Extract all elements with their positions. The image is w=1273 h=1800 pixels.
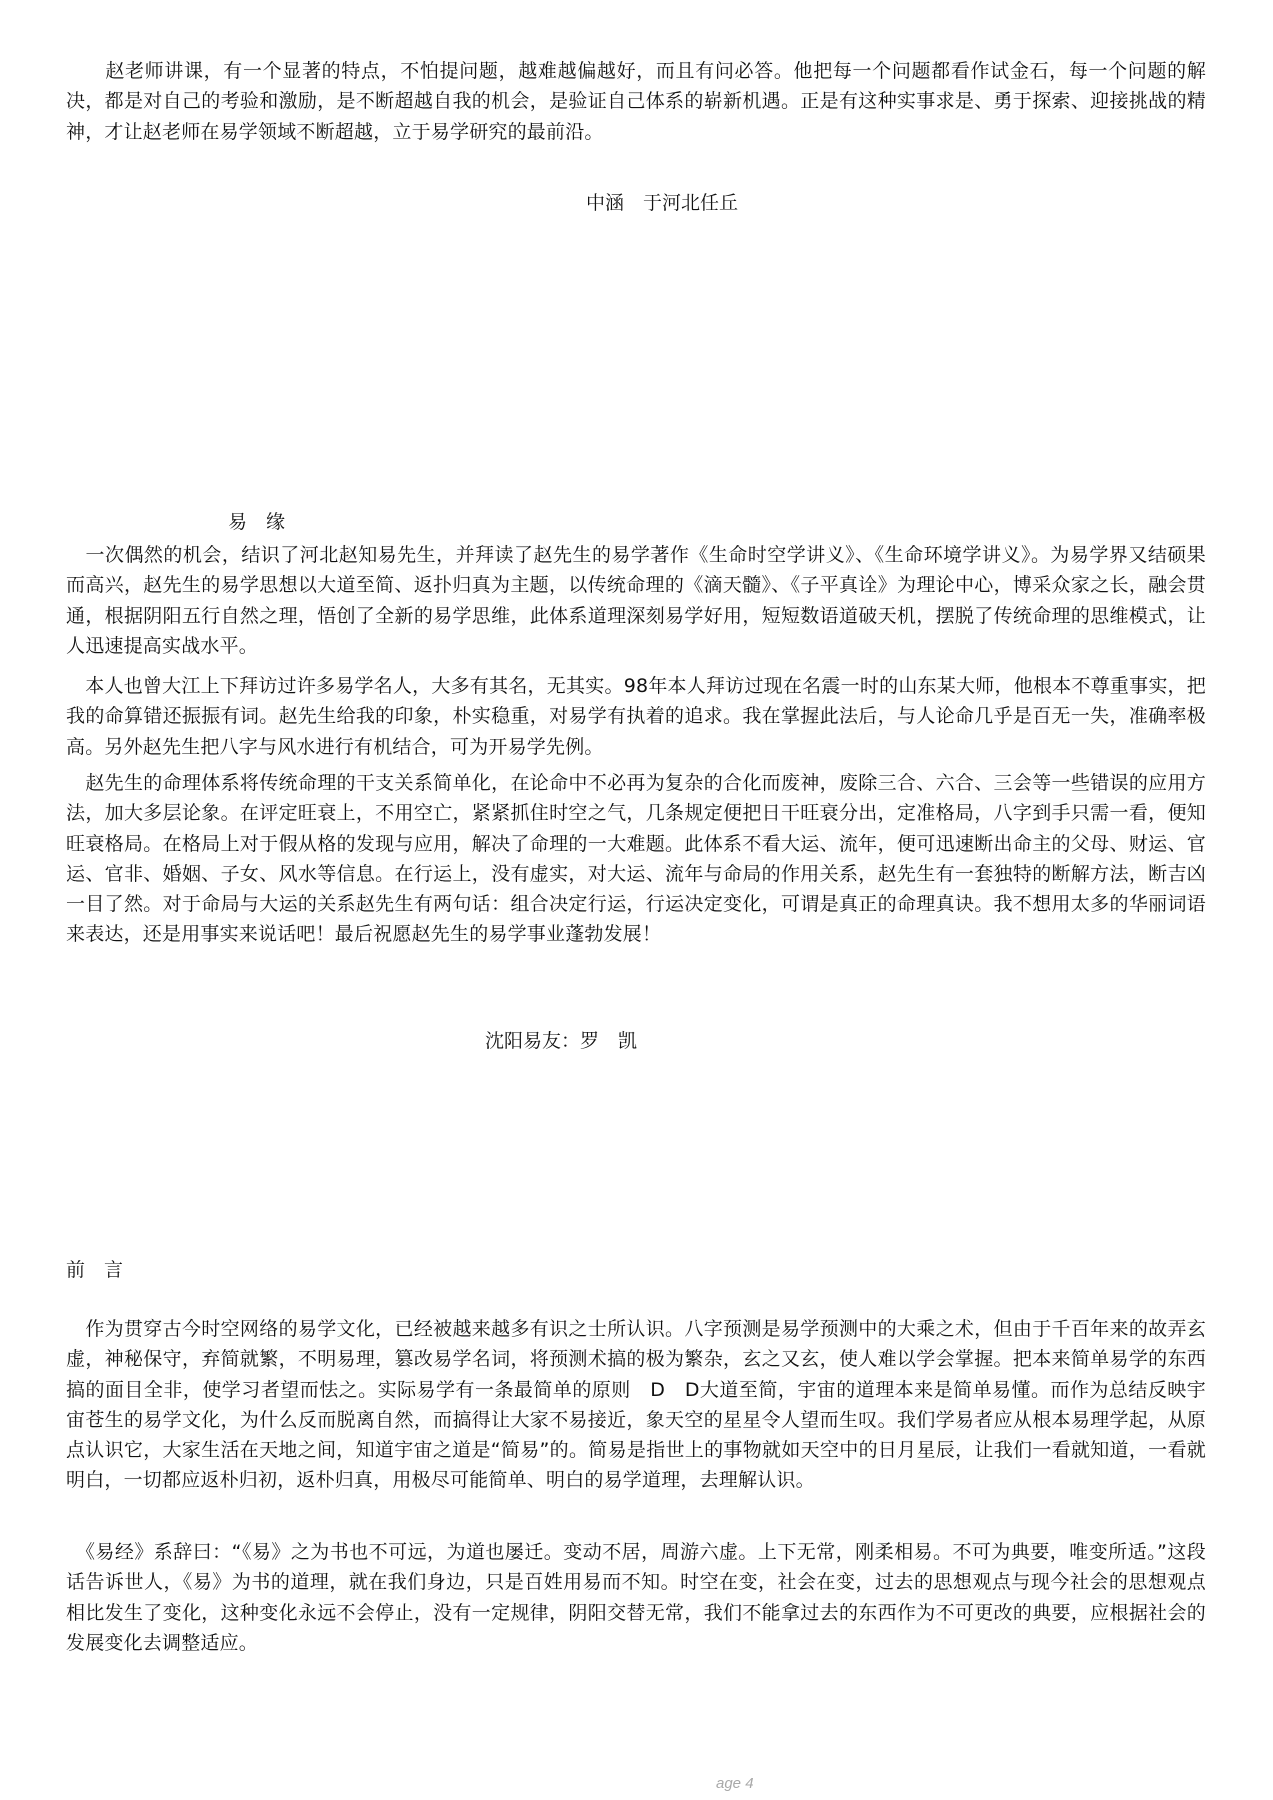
signature-luokai: 沈阳易友：罗 凯 [485,1030,638,1052]
section-title-yiyuan: 易 缘 [228,511,286,533]
preface-paragraph-1: 作为贯穿古今时空网络的易学文化，已经被越来越多有识之士所认识。八字预测是易学预测中的大乘之术，但由于千百年来的故弄玄虚，神秘保守，弃简就繁，不明易理，篡改易学名词，将预测术搞的极为繁杂，玄之又玄，使人难以学会掌握。把本来简单易学的东西搞的面目全非，使学习者望而怯之。实际易学有一条最简单的原则 D D大道至简，宇宙的道理本来是简单易懂。而作为总结反映宇宙苍生的易学文化，为什么反而脱离自然，而搞得让大家不易接近，象天空的星星令人望而生叹。我们学易者应从根本易理学起，从原点认识它，大家生活在天地之间，知道宇宙之道是“简易”的。简易是指世上的事物就如天空中的日月星辰，让我们一看就知道，一看就明白，一切都应返朴归初，返朴归真，用极尽可能简单、明白的易学道理，去理解认识。 [66,1318,1206,1492]
yiyuan-paragraph-2: 本人也曾大江上下拜访过许多易学名人，大多有其名，无其实。98年本人拜访过现在名震一时的山东某大师，他根本不尊重事实，把我的命算错还振振有词。赵先生给我的印象，朴实稳重，对易学有执着的追求。我在掌握此法后，与人论命几乎是百无一失，准确率极高。另外赵先生把八字与风水进行有机结合，可为开易学先例。 [66,675,1206,758]
preface-paragraph-2: 《易经》系辞曰：“《易》之为书也不可远，为道也屡迁。变动不居，周游六虚。上下无常，刚柔相易。不可为典要，唯变所适。”这段话告诉世人，《易》为书的道理，就在我们身边，只是百姓用易而不知。时空在变，社会在变，过去的思想观点与现今社会的思想观点相比发生了变化，这种变化永远不会停止，没有一定规律，阴阳交替无常，我们不能拿过去的东西作为不可更改的典要，应根据社会的发展变化去调整适应。 [66,1541,1206,1654]
yiyuan-paragraph-1: 一次偶然的机会，结识了河北赵知易先生，并拜读了赵先生的易学著作《生命时空学讲义》、《生命环境学讲义》。为易学界又结硕果而高兴，赵先生的易学思想以大道至简、返扑归真为主题，以传统命理的《滴天髓》、《子平真诠》为理论中心，博采众家之长，融会贯通，根据阴阳五行自然之理，悟创了全新的易学思维，此体系道理深刻易学好用，短短数语道破天机，摆脱了传统命理的思维模式，让人迅速提高实战水平。 [66,544,1206,657]
yiyuan-paragraph-3: 赵先生的命理体系将传统命理的干支关系简单化，在论命中不必再为复杂的合化而废神，废除三合、六合、三会等一些错误的应用方法，加大多层论象。在评定旺衰上，不用空亡，紧紧抓住时空之气，几条规定便把日干旺衰分出，定准格局，八字到手只需一看，便知旺衰格局。在格局上对于假从格的发现与应用，解决了命理的一大难题。此体系不看大运、流年，便可迅速断出命主的父母、财运、官运、官非、婚姻、子女、风水等信息。在行运上，没有虚实，对大运、流年与命局的作用关系，赵先生有一套独特的断解方法，断吉凶一目了然。对于命局与大运的关系赵先生有两句话：组合决定行运，行运决定变化，可谓是真正的命理真诀。我不想用太多的华丽词语来表达，还是用事实来说话吧！最后祝愿赵先生的易学事业蓬勃发展！ [66,772,1206,946]
section-title-preface: 前 言 [66,1259,124,1281]
signature-zhonghan: 中涵 于河北任丘 [586,192,739,214]
intro-paragraph: 赵老师讲课，有一个显著的特点，不怕提问题，越难越偏越好，而且有问必答。他把每一个问题都看作试金石，每一个问题的解决，都是对自己的考验和激励，是不断超越自我的机会，是验证自己体系的崭新机遇。正是有这种实事求是、勇于探索、迎接挑战的精神，才让赵老师在易学领域不断超越，立于易学研究的最前沿。 [66,60,1206,143]
page-number-footer: age 4 [716,1775,754,1792]
